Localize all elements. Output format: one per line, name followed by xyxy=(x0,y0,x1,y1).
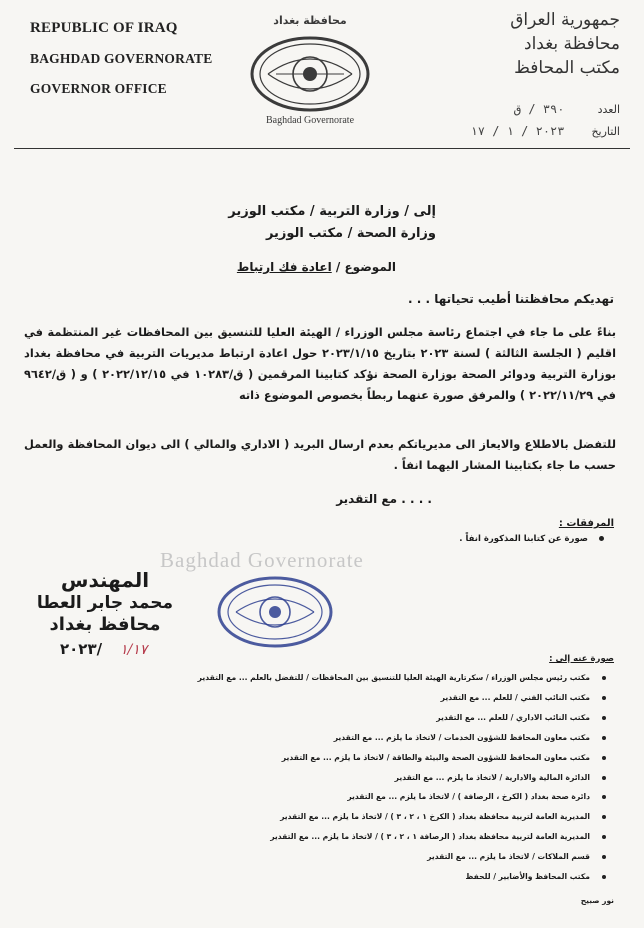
signature-block xyxy=(20,568,190,636)
copy-item xyxy=(46,668,606,688)
copy-item xyxy=(46,867,606,887)
bullet-icon xyxy=(602,776,606,780)
header-divider xyxy=(14,148,630,149)
subject-value: اعادة فك ارتباط xyxy=(236,260,332,274)
seal-emblem-icon xyxy=(236,14,384,126)
copies-list xyxy=(46,668,606,887)
body-paragraph-2: للتفضل بالاطلاع والايعاز الى مديرياتكم بعدم ارسال البريد ( الاداري والمالي ) الى ديوان المحافظة والعمل حسب ما جاء بكتابينا المشار اليهما انفاً . xyxy=(24,437,616,472)
copy-item xyxy=(46,768,606,788)
governorate-seal-top xyxy=(236,14,384,126)
addressee-line-1: إلى / وزارة التربية / مكتب الوزير xyxy=(228,204,436,219)
letterhead-governorate: BAGHDAD GOVERNORATE xyxy=(30,51,213,66)
bullet-icon xyxy=(602,855,606,859)
copy-item xyxy=(46,748,606,768)
letterhead-office: GOVERNOR OFFICE xyxy=(30,81,167,96)
subject-label: الموضوع / xyxy=(335,260,396,274)
copy-item xyxy=(46,728,606,748)
copy-item xyxy=(46,787,606,807)
bullet-icon xyxy=(602,716,606,720)
addressee-line-2: وزارة الصحة / مكتب الوزير xyxy=(265,226,436,241)
regards: . . . . مع التقدير xyxy=(336,492,432,506)
copy-item xyxy=(46,807,606,827)
signatory-name: محمد جابر العطا xyxy=(36,593,174,613)
copy-item-text: مكتب النائب الفني / للعلم ... مع التقدير xyxy=(440,692,590,702)
signatory-role: محافظ بغداد xyxy=(49,614,161,635)
copy-item-text: دائرة صحة بغداد ( الكرخ ، الرصافة ) / لاتخاذ ما يلزم ... مع التقدير xyxy=(347,792,590,802)
bullet-icon xyxy=(602,815,606,819)
copy-item-text: مكتب المحافظ والأضابير / للحفظ xyxy=(465,872,590,882)
seal-caption-english: Baghdad Governorate xyxy=(265,115,355,126)
copy-item xyxy=(46,827,606,847)
attachments-label: المرفقات : xyxy=(558,518,614,529)
copy-item-text: مكتب معاون المحافظ للشؤون الصحة والبيئة والطاقة / لاتخاذ ما يلزم ... مع التقدير xyxy=(281,752,590,762)
signature-date: ٢٠٢٣/ xyxy=(60,640,103,658)
letterhead-country-arabic: جمهورية العراق xyxy=(510,10,620,30)
copy-item-text: الدائرة المالية والادارية / لاتخاذ ما يلزم ... مع التقدير xyxy=(394,772,590,782)
handwritten-date: ١/١٧ xyxy=(120,642,148,658)
greeting: تهديكم محافظتنا أطيب تحياتها . . . xyxy=(408,292,614,306)
date-value: ٢٠٢٣ / ١ / ١٧ xyxy=(470,124,565,138)
bullet-icon xyxy=(602,756,606,760)
reference-number-row xyxy=(420,102,620,116)
bullet-icon xyxy=(602,875,606,879)
copy-item-text: قسم الملاكات / لاتخاذ ما يلزم ... مع التقدير xyxy=(427,852,590,862)
bullet-icon xyxy=(602,795,606,799)
copy-item-text: مكتب رئيس مجلس الوزراء / سكرتارية الهيئة العليا للتنسيق بين المحافظات / للتفضل بالعلم ... مع التقدير xyxy=(197,673,590,682)
subject-line xyxy=(237,260,396,274)
date-label: التاريخ xyxy=(591,125,620,138)
copy-item xyxy=(46,847,606,867)
copy-item-text: مكتب معاون المحافظ للشؤون الخدمات / لاتخاذ ما يلزم ... مع التقدير xyxy=(333,732,590,742)
letterhead-country: REPUBLIC OF IRAQ xyxy=(30,20,178,36)
signatory-title: المهندس xyxy=(60,568,150,592)
watermark: Baghdad Governorate xyxy=(160,548,364,572)
english-letterhead xyxy=(30,20,230,111)
copy-item-text: المديرية العامة لتربية محافظة بغداد ( الرصافة ١ ، ٢ ، ٣ ) / لاتخاذ ما يلزم ... مع التقدير xyxy=(270,832,590,842)
letterhead-governorate-arabic: محافظة بغداد xyxy=(524,34,620,54)
letterhead-office-arabic: مكتب المحافظ xyxy=(514,58,620,78)
bullet-icon xyxy=(602,676,606,680)
bullet-icon xyxy=(602,736,606,740)
seal-caption-arabic: محافظة بغداد xyxy=(273,14,347,27)
official-stamp-icon xyxy=(212,560,338,660)
arabic-letterhead xyxy=(420,10,620,84)
reference-label: العدد xyxy=(597,103,620,116)
copy-item-text: المديرية العامة لتربية محافظة بغداد ( الكرخ ١ ، ٢ ، ٣ ) / لاتخاذ ما يلزم ... مع التقدير xyxy=(280,812,590,822)
copy-item xyxy=(46,708,606,728)
reference-value: ٣٩٠ / ق xyxy=(513,102,565,116)
attachment-item: صورة عن كتابنا المذكورة انفاً . xyxy=(459,534,588,544)
bullet-icon xyxy=(599,536,604,541)
typist-note: نور صبيح xyxy=(580,896,614,905)
copy-item xyxy=(46,688,606,708)
copies-label: صورة عنه إلى : xyxy=(549,654,614,664)
bullet-icon xyxy=(602,696,606,700)
copy-item-text: مكتب النائب الاداري / للعلم ... مع التقدير xyxy=(436,712,590,722)
body-paragraph-1: بناءً على ما جاء في اجتماع رئاسة مجلس الوزراء / الهيئة العليا للتنسيق بين المحافظات غير المنتظمة في اقليم ( الجلسة الثالثة ) لسنة ٢٠٢٣ بتاريخ ٢٠٢٣/١/١٥ حول اعادة ارتباط مديريات التربية في محافظة بغداد بوزارة التربية ودوائر الصحة بوزارة الصحة نؤكد كتابينا المرقمين ( ق/١٠٢٨٣ في ٢٠٢٢/١٢/١٥ ) و ( ق/٩٦٤٢ في ٢٠٢٢/١١/٢٩ ) والمرفق صورة عنهما ربطاً بخصوص الموضوع ذاته xyxy=(24,325,616,402)
governorate-seal-bottom xyxy=(212,560,338,660)
reference-date-row xyxy=(420,124,620,138)
bullet-icon xyxy=(602,835,606,839)
